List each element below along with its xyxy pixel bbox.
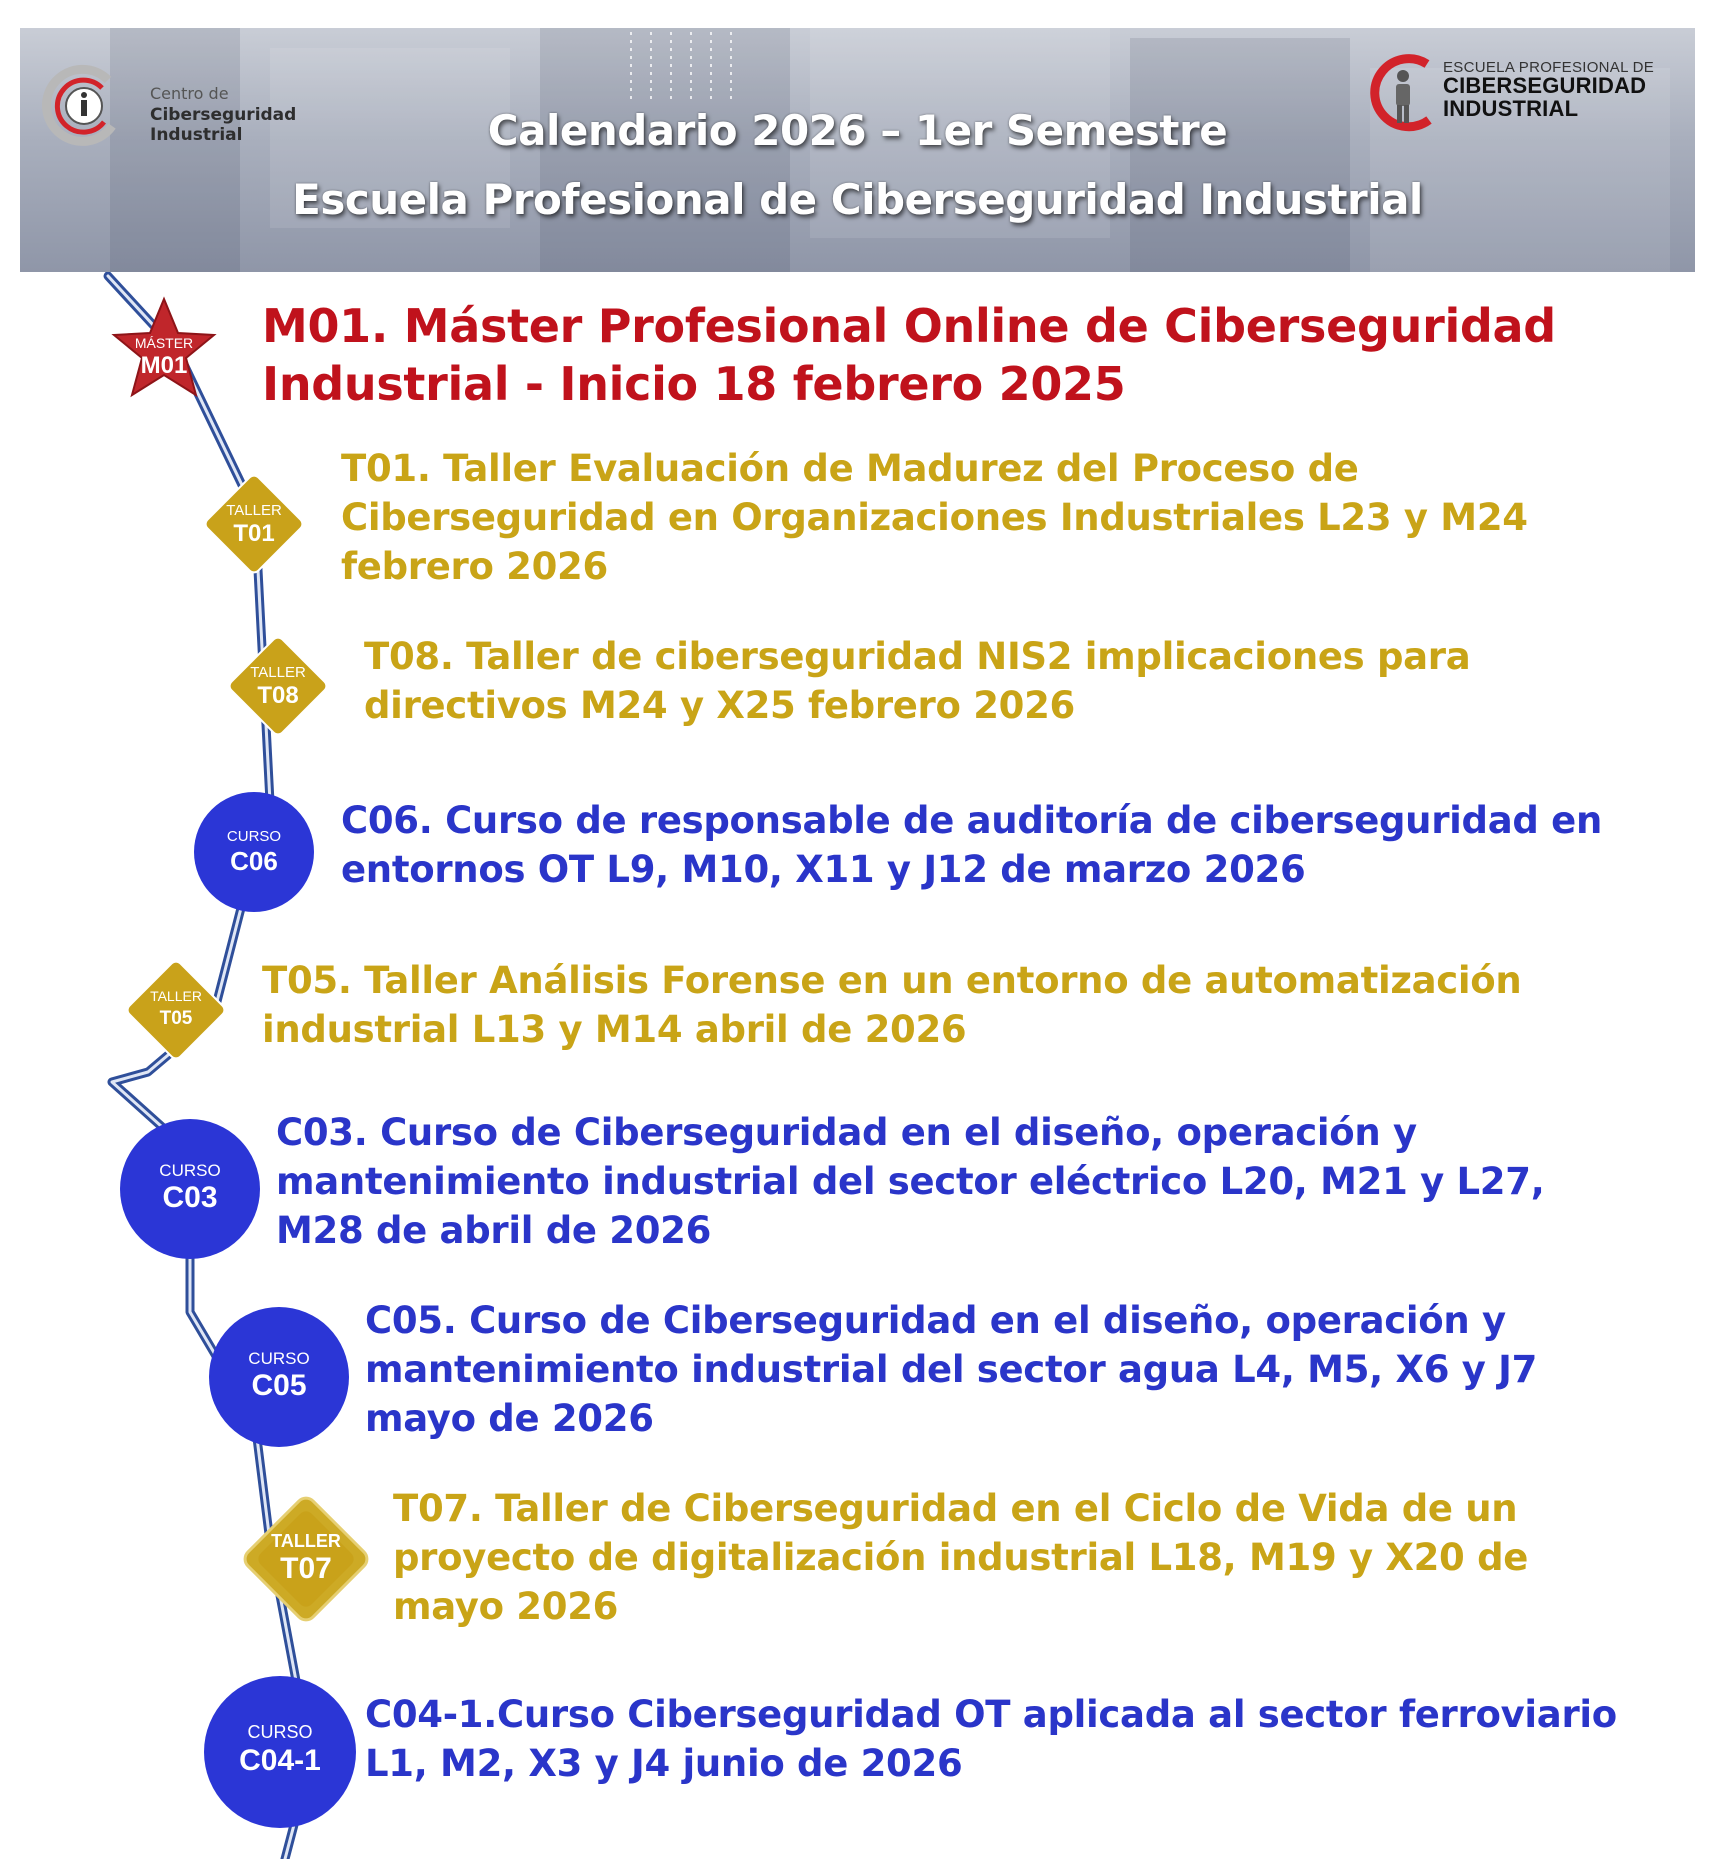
badge-c04-1	[202, 1674, 358, 1830]
course-entry-c03	[276, 1108, 1544, 1256]
badge-c03	[118, 1117, 262, 1261]
badge-kind: TALLER	[226, 502, 282, 519]
entry-line: M28 de abril de 2026	[276, 1209, 712, 1253]
badge-kind: CURSO	[248, 1349, 310, 1368]
logo-right-line2: CIBERSEGURIDAD	[1443, 73, 1647, 99]
page-subtitle: Escuela Profesional de Ciberseguridad Industrial	[292, 175, 1423, 224]
course-entry-m01	[262, 298, 1556, 413]
page-title: Calendario 2026 – 1er Semestre	[487, 106, 1228, 155]
banner-decoration	[1130, 38, 1350, 272]
entry-line: T08. Taller de ciberseguridad NIS2 implicaciones para	[364, 635, 1471, 678]
entry-line: Ciberseguridad en Organizaciones Industriales L23 y M24	[341, 496, 1528, 540]
badge-kind: CURSO	[226, 828, 282, 845]
entry-line: C04-1.Curso Ciberseguridad OT aplicada al sector ferroviario	[365, 1693, 1617, 1736]
badge-code: M01	[140, 352, 188, 379]
badge-kind: TALLER	[150, 988, 202, 1004]
entry-line: L1, M2, X3 y J4 junio de 2026	[365, 1742, 963, 1786]
entry-line: febrero 2026	[341, 545, 608, 589]
badge-c05	[207, 1305, 351, 1449]
entry-line: entornos OT L9, M10, X11 y J12 de marzo 2026	[341, 848, 1306, 892]
logo-right-line1: ESCUELA PROFESIONAL DE	[1443, 59, 1655, 76]
course-entry-c06	[341, 796, 1602, 894]
badge-code: T08	[257, 682, 299, 709]
badge-code: C06	[230, 846, 278, 876]
logo-right-line3: INDUSTRIAL	[1443, 95, 1579, 121]
course-entry-c04-1	[365, 1690, 1617, 1788]
course-entry-c05	[365, 1296, 1537, 1444]
badge-t01	[192, 462, 316, 586]
badge-t07	[226, 1479, 386, 1639]
course-entry-t07	[393, 1484, 1528, 1632]
course-entry-t08	[364, 632, 1470, 730]
badge-code: T01	[233, 520, 275, 547]
badge-kind: MÁSTER	[134, 335, 194, 351]
entry-line: Industrial - Inicio 18 febrero 2025	[262, 356, 1126, 411]
course-entry-t05	[262, 956, 1521, 1054]
badge-t08	[216, 624, 340, 748]
badge-code: C03	[162, 1181, 218, 1214]
entry-line: M01. Máster Profesional Online de Ciberseguridad	[262, 299, 1556, 353]
badge-kind: TALLER	[271, 1531, 341, 1551]
entry-line: directivos M24 y X25 febrero 2026	[364, 684, 1075, 728]
entry-line: mayo 2026	[393, 1585, 619, 1629]
timeline	[0, 272, 1713, 1859]
badge-kind: CURSO	[247, 1722, 313, 1742]
logo-left-line1: Centro de	[150, 84, 229, 103]
badge-kind: TALLER	[250, 664, 306, 681]
badge-code: C04-1	[239, 1744, 321, 1777]
badge-code: C05	[251, 1369, 307, 1402]
badge-t05	[114, 948, 238, 1072]
course-entry-t01	[341, 444, 1528, 592]
badge-code: T07	[280, 1552, 332, 1585]
entry-line: mayo de 2026	[365, 1397, 654, 1441]
entry-line: C05. Curso de Ciberseguridad en el diseño, operación y	[365, 1299, 1506, 1342]
badge-m01	[108, 295, 220, 407]
badge-kind: CURSO	[159, 1161, 221, 1180]
entry-line: T01. Taller Evaluación de Madurez del Proceso de	[341, 447, 1359, 490]
entry-line: industrial L13 y M14 abril de 2026	[262, 1008, 967, 1052]
badge-code: T05	[159, 1008, 193, 1029]
entry-line: proyecto de digitalización industrial L18, M19 y X20 de	[393, 1536, 1529, 1580]
badge-c06	[192, 790, 316, 914]
entry-line: C06. Curso de responsable de auditoría de ciberseguridad en	[341, 799, 1603, 842]
entry-line: mantenimiento industrial del sector agua L4, M5, X6 y J7	[365, 1348, 1538, 1392]
entry-line: mantenimiento industrial del sector eléctrico L20, M21 y L27,	[276, 1160, 1545, 1204]
logo-left-line2: Ciberseguridad Industrial	[150, 105, 297, 145]
entry-line: C03. Curso de Ciberseguridad en el diseño, operación y	[276, 1111, 1417, 1154]
star-icon	[108, 295, 220, 407]
entry-line: T07. Taller de Ciberseguridad en el Ciclo de Vida de un	[393, 1487, 1518, 1530]
header-banner	[20, 28, 1695, 272]
entry-line: T05. Taller Análisis Forense en un entorno de automatización	[262, 959, 1522, 1002]
